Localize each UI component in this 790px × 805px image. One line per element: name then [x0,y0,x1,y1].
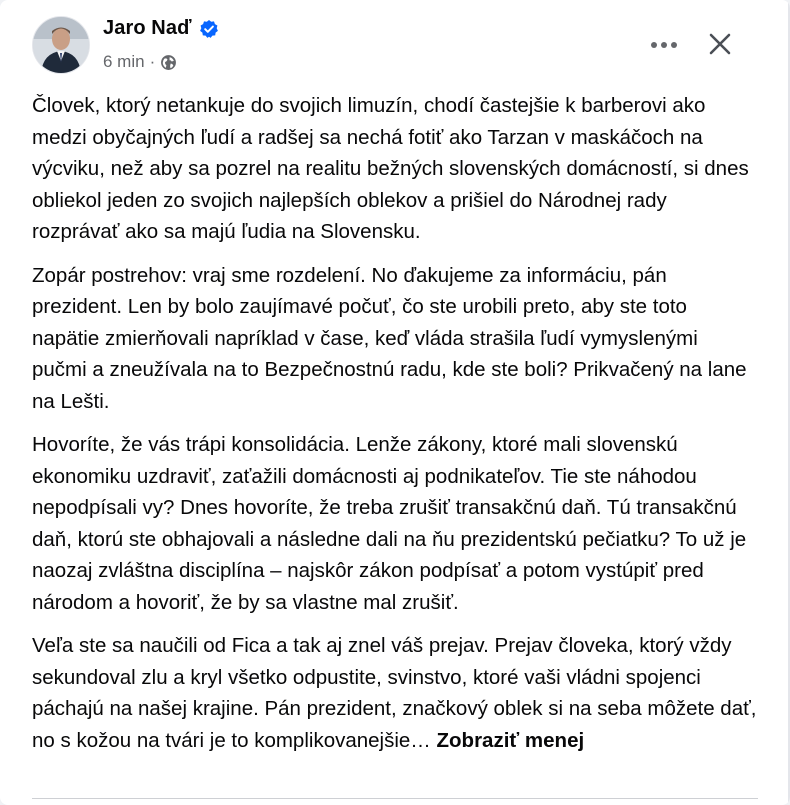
more-options-button[interactable] [644,27,684,63]
globe-icon[interactable] [160,54,177,71]
divider [32,798,758,799]
post-paragraph: Človek, ktorý netankuje do svojich limuzín, chodí častejšie k barberovi ako medzi obyčajných ľudí a radšej sa nechá fotiť ako Tarzan v maskáčoch na výcviku, než aby sa pozrel na realitu bežných slovenských domácností, si dnes obliekol jeden zo svojich najlepších oblekov a prišiel do Národnej rady rozprávať ako sa majú ľudia na Slovensku. [32,94,749,243]
post-paragraph-text: Veľa ste sa naučili od Fica a tak aj znel váš prejav. Prejav človeka, ktorý vždy sekundoval zlu a kryl všetko odpustite, svinstvo, ktoré vaši vládni spojenci páchajú na našej krajine. Pán prezident, značkový oblek si na seba môžete dať, no s kožou na tvári je to komplikovanejšie… [32,634,757,752]
see-less-link[interactable]: Zobraziť menej [436,728,585,752]
close-icon [708,32,732,56]
post-paragraph: Hovoríte, že vás trápi konsolidácia. Lenže zákony, ktoré mali slovenskú ekonomiku uzdraviť, zaťažili domácnosti aj podnikateľov. Tie ste náhodou nepodpísali vy? Dnes hovoríte, že treba zrušiť transakčnú daň. Tú transakčnú daň, ktorú ste obhajovali a následne dali na ňu prezidentskú pečiatku? To už je naozaj zvláštna disciplína – najskôr zákon podpísať a potom vystúpiť pred národom a hovoriť, že by sa vlastne mal zrušiť. [32,433,747,614]
post-header [0,0,790,90]
post-meta [103,52,177,72]
meta-separator: · [149,52,156,71]
close-button[interactable] [700,24,740,64]
avatar[interactable] [32,16,90,74]
post-paragraph: Zopár postrehov: vraj sme rozdelení. No ďakujeme za informáciu, pán prezident. Len by bolo zaujímavé počuť, čo ste urobili preto, aby ste toto napätie zmierňovali napríklad v čase, keď vláda strašila ľudí vymyslenými pučmi a zneužívala na to Bezpečnostnú radu, kde ste boli? Prikvačený na lane na Lešti. [32,263,747,413]
author-name[interactable]: Jaro Naď [103,17,192,39]
timestamp[interactable]: 6 min [103,52,145,71]
more-horizontal-icon [650,41,678,49]
post-paragraph-last [32,630,757,756]
author-name-row [103,17,219,40]
post-body [32,90,757,768]
avatar-image [33,17,89,73]
verified-badge-icon [199,19,219,39]
